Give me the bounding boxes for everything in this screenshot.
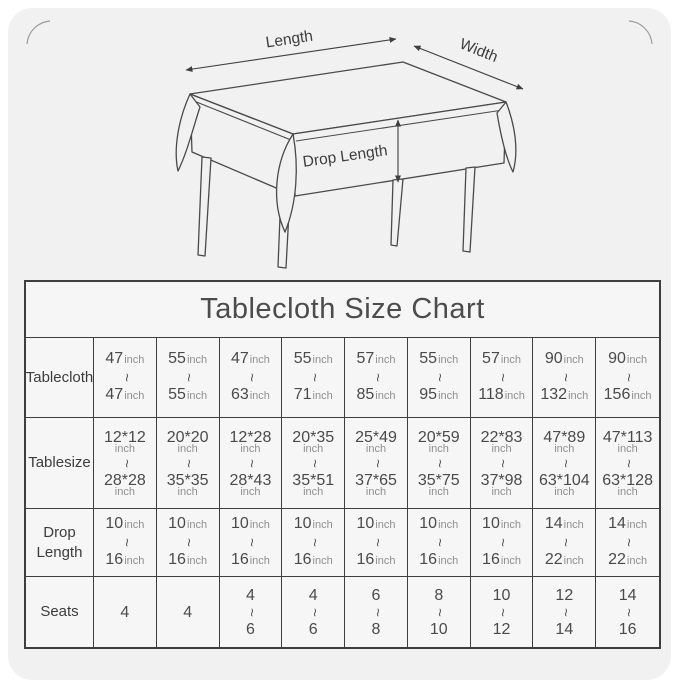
size-cell — [408, 509, 471, 577]
unit-label: inch — [438, 390, 459, 402]
size-value-line — [105, 551, 144, 570]
unit-label: inch — [626, 519, 648, 531]
size-value-line — [372, 587, 381, 604]
size-value-line — [555, 587, 573, 604]
unit-label: inch — [491, 442, 512, 455]
range-separator-icon: ~ — [431, 607, 449, 617]
size-cell — [596, 577, 659, 647]
range-separator-icon: ~ — [368, 458, 386, 468]
range-separator-icon: ~ — [242, 373, 260, 382]
size-value: 10 — [293, 515, 312, 532]
size-value-line — [545, 350, 584, 369]
size-value-line — [168, 515, 207, 534]
unit-label: inch — [177, 485, 198, 498]
size-value-line — [231, 515, 270, 534]
size-value-line — [168, 386, 207, 405]
size-cell — [408, 338, 471, 418]
size-value: 47 — [105, 386, 124, 403]
range-separator-icon: ~ — [494, 458, 512, 468]
size-value-line — [419, 515, 458, 534]
size-value-line — [231, 551, 270, 570]
row-label: Seats — [26, 577, 94, 647]
unit-label: inch — [375, 390, 396, 402]
range-separator-icon: ~ — [117, 538, 135, 547]
size-value: 10 — [230, 515, 249, 532]
size-value: 55 — [168, 386, 186, 403]
size-cell — [220, 418, 283, 509]
table-drawing — [176, 62, 516, 268]
unit-label: inch — [617, 442, 638, 455]
size-cell — [157, 418, 220, 509]
range-separator-icon: ~ — [305, 373, 323, 382]
size-value-line — [167, 429, 209, 455]
size-value: 16 — [356, 551, 375, 568]
size-value: 71 — [293, 386, 312, 403]
range-separator-icon: ~ — [431, 458, 449, 468]
size-cell — [94, 418, 157, 509]
size-value-line — [294, 515, 333, 534]
size-value: 63*104 — [538, 471, 590, 489]
size-value-line — [602, 472, 653, 498]
range-separator-icon: ~ — [242, 458, 260, 468]
size-value: 10 — [482, 515, 500, 532]
size-cell — [94, 338, 157, 418]
unit-label: inch — [500, 519, 522, 531]
unit-label: inch — [563, 354, 584, 366]
range-separator-icon: ~ — [117, 373, 135, 382]
size-value: 37*65 — [355, 471, 397, 489]
range-separator-icon: ~ — [620, 373, 638, 382]
size-value-line — [540, 386, 588, 405]
size-cell — [282, 418, 345, 509]
range-separator-icon: ~ — [368, 538, 386, 547]
size-value: 57 — [482, 350, 500, 367]
size-value-line — [603, 429, 653, 455]
size-cell — [282, 577, 345, 647]
size-value-line — [419, 350, 458, 369]
unit-label: inch — [626, 555, 648, 567]
size-value-line — [430, 621, 448, 638]
unit-label: inch — [626, 354, 648, 366]
unit-label: inch — [114, 442, 135, 455]
unit-label: inch — [186, 354, 208, 366]
size-value-line — [419, 386, 458, 405]
size-value: 10 — [168, 515, 186, 532]
size-value-line — [167, 472, 209, 498]
unit-label: inch — [186, 519, 208, 531]
size-value: 4 — [245, 586, 255, 604]
size-value: 28*28 — [103, 471, 146, 489]
size-value: 10 — [429, 620, 448, 638]
size-value: 10 — [492, 586, 511, 604]
size-value-line — [608, 350, 647, 369]
unit-label: inch — [114, 485, 135, 498]
size-value-line — [543, 429, 585, 455]
size-value: 22 — [544, 551, 563, 568]
drop-length-dimension-label: Drop Length — [301, 142, 389, 171]
unit-label: inch — [375, 519, 396, 531]
size-value: 12 — [492, 620, 511, 638]
size-value-line — [493, 587, 511, 604]
size-cell — [94, 577, 157, 647]
range-separator-icon: ~ — [242, 607, 260, 617]
size-cell — [596, 338, 659, 418]
size-value-line — [231, 350, 270, 369]
size-value-line — [482, 551, 521, 570]
range-separator-icon: ~ — [556, 373, 574, 382]
unit-label: inch — [240, 442, 261, 455]
size-value-line — [608, 515, 647, 534]
unit-label: inch — [375, 555, 396, 567]
unit-label: inch — [124, 519, 145, 531]
size-value-line — [418, 429, 460, 455]
range-separator-icon: ~ — [180, 458, 198, 468]
size-cell — [408, 577, 471, 647]
row-label: Tablesize — [26, 418, 94, 509]
size-value: 55 — [293, 350, 312, 367]
unit-label: inch — [554, 485, 575, 498]
width-dimension-label: Width — [457, 35, 501, 66]
size-value: 37*98 — [480, 471, 523, 489]
size-value-line — [104, 429, 146, 455]
size-cell — [471, 509, 534, 577]
unit-label: inch — [568, 390, 589, 402]
size-value-line — [168, 350, 207, 369]
size-value: 55 — [419, 350, 438, 367]
unit-label: inch — [500, 555, 522, 567]
range-separator-icon: ~ — [494, 373, 512, 382]
size-cell — [596, 509, 659, 577]
size-value: 90 — [544, 350, 563, 367]
unit-label: inch — [249, 354, 270, 366]
size-value-line — [619, 621, 637, 638]
size-value: 20*20 — [166, 428, 209, 446]
corner-arc-left-icon — [27, 21, 50, 44]
size-value-line — [555, 621, 573, 638]
size-cell — [345, 418, 408, 509]
range-separator-icon: ~ — [368, 373, 386, 382]
range-separator-icon: ~ — [620, 458, 638, 468]
size-cell — [533, 418, 596, 509]
unit-label: inch — [124, 354, 145, 366]
size-cell — [345, 577, 408, 647]
size-value-line — [357, 551, 396, 570]
unit-label: inch — [249, 555, 270, 567]
range-separator-icon: ~ — [242, 538, 260, 547]
size-value-line — [105, 350, 144, 369]
size-value: 14 — [555, 620, 574, 638]
unit-label: inch — [177, 442, 198, 455]
size-cell — [533, 509, 596, 577]
unit-label: inch — [186, 390, 208, 402]
range-separator-icon: ~ — [556, 538, 574, 547]
size-value: 10 — [419, 515, 438, 532]
size-value: 35*51 — [292, 471, 335, 489]
unit-label: inch — [631, 390, 652, 402]
size-value: 16 — [419, 551, 438, 568]
unit-label: inch — [438, 519, 459, 531]
unit-label: inch — [312, 354, 333, 366]
size-chart-table — [24, 280, 661, 649]
size-cell — [533, 577, 596, 647]
size-value: 10 — [356, 515, 375, 532]
range-separator-icon: ~ — [305, 607, 323, 617]
size-value: 6 — [245, 620, 255, 638]
size-value: 85 — [356, 386, 375, 403]
unit-label: inch — [554, 442, 575, 455]
unit-label: inch — [303, 442, 324, 455]
unit-label: inch — [491, 485, 512, 498]
size-value-line — [493, 621, 511, 638]
range-separator-icon: ~ — [431, 538, 449, 547]
size-cell — [220, 509, 283, 577]
size-value: 57 — [356, 350, 375, 367]
size-value: 8 — [371, 620, 381, 638]
range-separator-icon: ~ — [494, 538, 512, 547]
size-value-line — [545, 515, 584, 534]
unit-label: inch — [124, 390, 145, 402]
unit-label: inch — [375, 354, 396, 366]
size-cell — [157, 338, 220, 418]
unit-label: inch — [312, 555, 333, 567]
size-value: 47 — [105, 350, 124, 367]
size-value: 16 — [293, 551, 312, 568]
corner-arc-right-icon — [629, 21, 652, 44]
unit-label: inch — [303, 485, 324, 498]
size-value-line — [481, 472, 523, 498]
range-separator-icon: ~ — [117, 458, 135, 468]
size-value: 12*12 — [103, 428, 146, 446]
unit-label: inch — [249, 390, 270, 402]
size-value-line — [608, 551, 647, 570]
size-value: 12*28 — [229, 428, 272, 446]
size-cell — [94, 509, 157, 577]
size-value-line — [292, 429, 334, 455]
size-value-line — [231, 386, 270, 405]
row-label: Tablecloth — [26, 338, 94, 418]
size-value: 95 — [419, 386, 438, 403]
size-value-line — [482, 515, 521, 534]
size-value-line — [168, 551, 207, 570]
size-value: 14 — [544, 515, 563, 532]
size-value: 4 — [120, 603, 130, 621]
size-value-line — [482, 350, 521, 369]
size-value: 47*89 — [543, 428, 586, 446]
unit-label: inch — [249, 519, 270, 531]
unit-label: inch — [428, 442, 449, 455]
unit-label: inch — [365, 442, 387, 455]
size-cell — [471, 418, 534, 509]
size-value: 55 — [168, 350, 186, 367]
size-value: 35*35 — [166, 471, 209, 489]
size-cell — [533, 338, 596, 418]
size-value-line — [294, 386, 333, 405]
size-value: 6 — [371, 586, 381, 604]
size-value-line — [357, 386, 396, 405]
range-separator-icon: ~ — [305, 458, 323, 468]
size-value-line — [292, 472, 334, 498]
size-value: 12 — [555, 586, 574, 604]
size-cell — [345, 509, 408, 577]
size-value: 35*75 — [417, 471, 460, 489]
size-value-line — [604, 386, 652, 405]
size-cell — [471, 577, 534, 647]
range-separator-icon: ~ — [556, 607, 574, 617]
size-value: 63*128 — [602, 471, 653, 489]
unit-label: inch — [186, 555, 208, 567]
size-value: 22 — [608, 551, 626, 568]
size-value-line — [246, 587, 255, 604]
size-value-line — [355, 429, 397, 455]
size-value-line — [105, 386, 144, 405]
size-value: 25*49 — [355, 428, 397, 446]
unit-label: inch — [428, 485, 449, 498]
size-value-line — [309, 621, 318, 638]
size-value-line — [105, 515, 144, 534]
size-value: 156 — [603, 386, 631, 403]
size-cell — [471, 338, 534, 418]
size-value-line — [357, 515, 396, 534]
size-value: 16 — [105, 551, 124, 568]
unit-label: inch — [504, 390, 525, 402]
size-value: 118 — [478, 386, 504, 403]
size-value-line — [539, 472, 590, 498]
unit-label: inch — [365, 485, 387, 498]
size-value: 47*113 — [602, 428, 653, 446]
size-value-line — [481, 429, 523, 455]
length-dimension-label: Length — [264, 27, 315, 52]
range-separator-icon: ~ — [556, 458, 574, 468]
size-value: 10 — [105, 515, 124, 532]
size-cell — [220, 338, 283, 418]
range-separator-icon: ~ — [431, 373, 449, 382]
size-value-line — [434, 587, 443, 604]
unit-label: inch — [124, 555, 145, 567]
size-value: 16 — [168, 551, 186, 568]
size-cell — [157, 509, 220, 577]
size-value-line — [246, 621, 255, 638]
size-value-line — [545, 551, 584, 570]
range-separator-icon: ~ — [620, 607, 638, 617]
range-separator-icon: ~ — [180, 373, 198, 382]
size-value-line — [294, 350, 333, 369]
range-separator-icon: ~ — [620, 538, 638, 547]
unit-label: inch — [617, 485, 638, 498]
size-value-line — [230, 429, 272, 455]
unit-label: inch — [240, 485, 261, 498]
size-value-line — [230, 472, 272, 498]
size-value-line — [619, 587, 637, 604]
size-value: 90 — [608, 350, 626, 367]
size-value: 4 — [183, 603, 193, 621]
size-value: 16 — [230, 551, 249, 568]
size-value-line — [104, 472, 146, 498]
size-value: 4 — [308, 586, 318, 604]
size-value-line — [357, 350, 396, 369]
size-value: 16 — [618, 620, 637, 638]
size-value: 20*59 — [417, 428, 460, 446]
size-value: 14 — [618, 586, 637, 604]
size-value: 28*43 — [229, 471, 272, 489]
size-value-line — [355, 472, 397, 498]
unit-label: inch — [438, 354, 459, 366]
size-cell — [157, 577, 220, 647]
size-value-line — [309, 587, 318, 604]
size-value-line — [294, 551, 333, 570]
range-separator-icon: ~ — [368, 607, 386, 617]
size-value: 63 — [230, 386, 249, 403]
size-cell — [596, 418, 659, 509]
unit-label: inch — [500, 354, 522, 366]
size-value: 8 — [434, 586, 444, 604]
size-value: 14 — [608, 515, 626, 532]
size-value-line — [419, 551, 458, 570]
row-label: Drop Length — [26, 509, 94, 577]
size-cell — [220, 577, 283, 647]
range-separator-icon: ~ — [494, 607, 512, 617]
unit-label: inch — [438, 555, 459, 567]
size-value: 6 — [308, 620, 318, 638]
tablecloth-diagram — [0, 0, 679, 278]
size-cell — [282, 509, 345, 577]
size-value-line — [478, 386, 525, 405]
unit-label: inch — [312, 519, 333, 531]
size-cell — [345, 338, 408, 418]
range-separator-icon: ~ — [180, 538, 198, 547]
unit-label: inch — [563, 555, 584, 567]
range-separator-icon: ~ — [305, 538, 323, 547]
unit-label: inch — [563, 519, 584, 531]
size-value: 132 — [540, 386, 568, 403]
size-value: 22*83 — [480, 428, 523, 446]
size-value-line — [418, 472, 460, 498]
size-cell — [282, 338, 345, 418]
size-value-line — [372, 621, 381, 638]
unit-label: inch — [312, 390, 333, 402]
size-value: 47 — [230, 350, 249, 367]
size-value: 16 — [482, 551, 500, 568]
size-value: 20*35 — [292, 428, 335, 446]
size-cell — [408, 418, 471, 509]
size-chart-title: Tablecloth Size Chart — [26, 282, 659, 338]
